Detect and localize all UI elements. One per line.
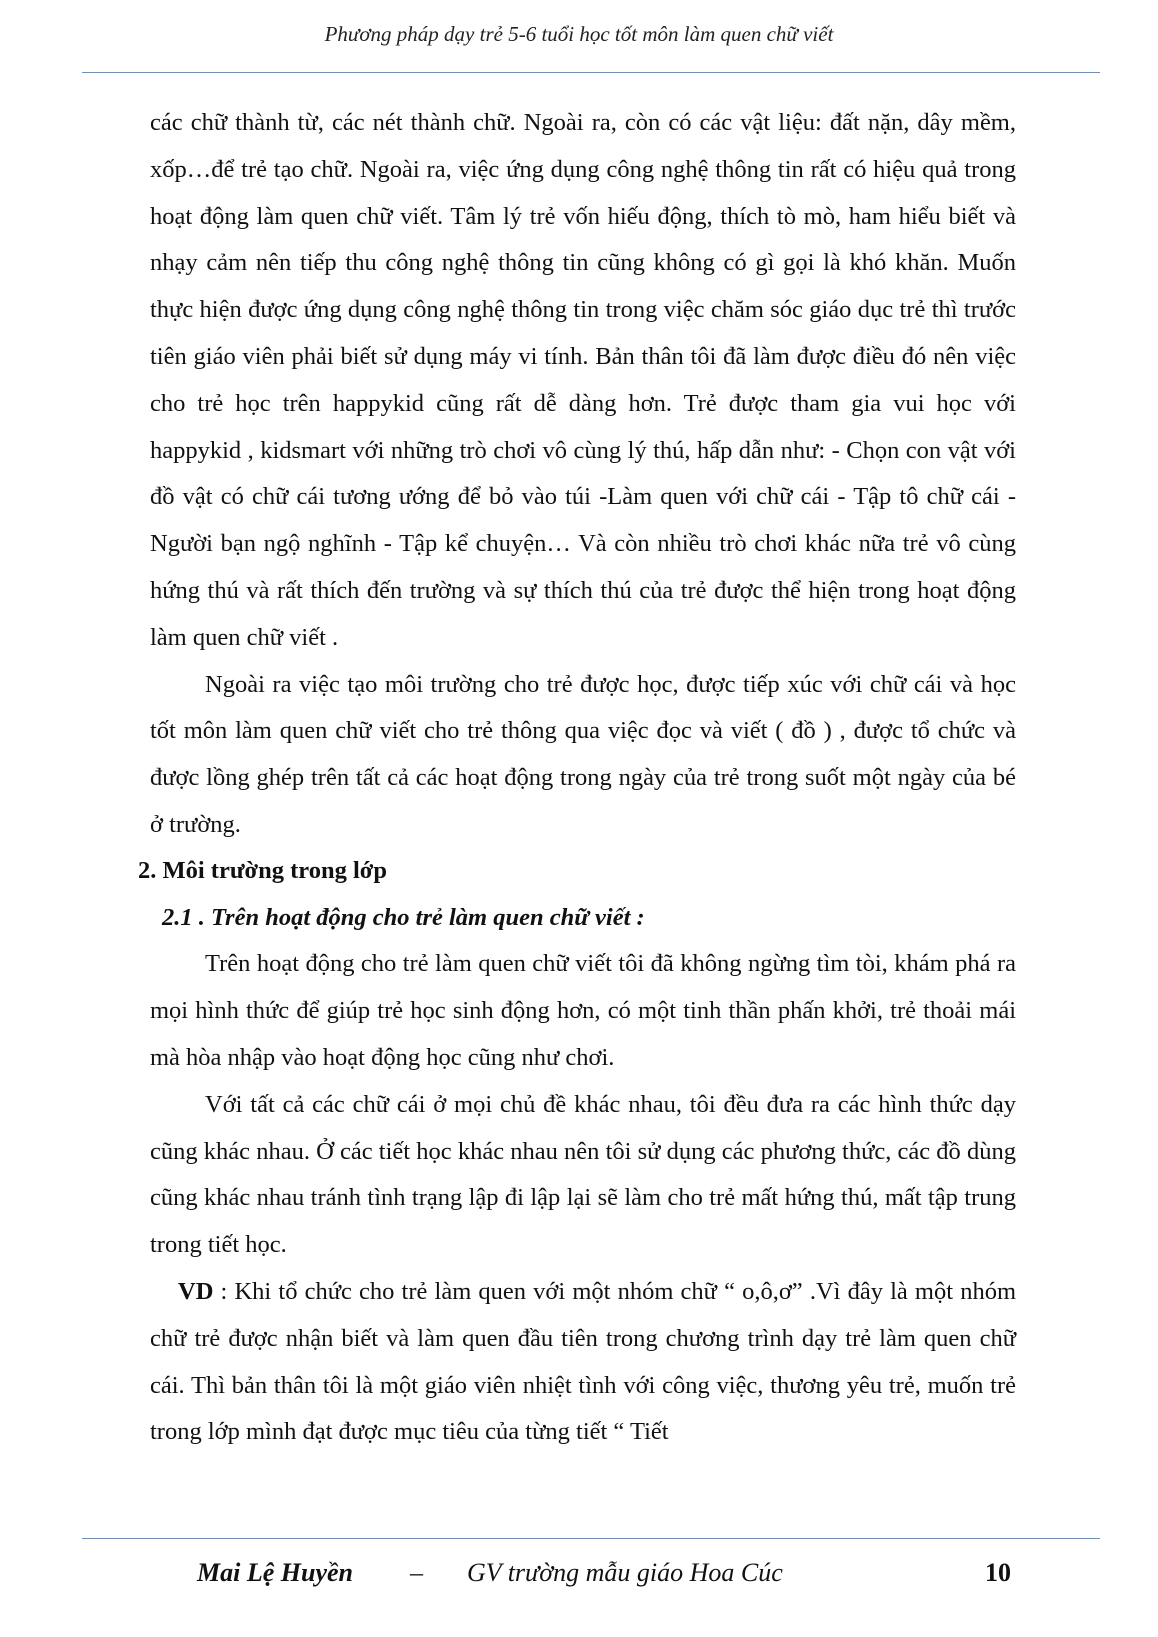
subsection-heading: 2.1 . Trên hoạt động cho trẻ làm quen chữ viết : <box>162 903 645 931</box>
page-number: 10 <box>985 1558 1011 1587</box>
paragraph-3: Trên hoạt động cho trẻ làm quen chữ viết tôi đã không ngừng tìm tòi, khám phá ra mọi hình thức để giúp trẻ học sinh động hơn, có một tinh thần phấn khởi, trẻ thoải mái mà hòa nhập vào hoạt động học cũng như chơi. <box>150 950 1016 1071</box>
header-rule <box>82 72 1100 73</box>
paragraph-1: các chữ thành từ, các nét thành chữ. Ngoài ra, còn có các vật liệu: đất nặn, dây mềm, xốp…để trẻ tạo chữ. Ngoài ra, việc ứng dụng công nghệ thông tin rất có hiệu quả trong hoạt động làm quen chữ viết. Tâm lý trẻ vốn hiếu động, thích tò mò, ham hiểu biết và nhạy cảm nên tiếp thu công nghệ thông tin cũng không có gì gọi là khó khăn. Muốn thực hiện được ứng dụng công nghệ thông tin trong việc chăm sóc giáo dục trẻ thì trước tiên giáo viên phải biết sử dụng máy vi tính. Bản thân tôi đã làm được điều đó nên việc cho trẻ học trên happykid cũng rất dễ dàng hơn. Trẻ được tham gia vui học với happykid , kidsmart với những trò chơi vô cùng lý thú, hấp dẫn như: - Chọn con vật với đồ vật có chữ cái tương ướng để bỏ vào túi -Làm quen với chữ cái - Tập tô chữ cái - Người bạn ngộ nghĩnh - Tập kể chuyện… Và còn nhiều trò chơi khác nữa trẻ vô cùng hứng thú và rất thích đến trường và sự thích thú của trẻ được thể hiện trong hoạt động làm quen chữ viết . <box>150 109 1016 651</box>
running-header: Phương pháp dạy trẻ 5-6 tuổi học tốt môn làm quen chữ viết <box>324 22 834 46</box>
footer-rule <box>82 1538 1100 1539</box>
paragraph-2: Ngoài ra việc tạo môi trường cho trẻ được học, được tiếp xúc với chữ cái và học tốt môn làm quen chữ viết cho trẻ thông qua việc đọc và viết ( đồ ) , được tổ chức và được lồng ghép trên tất cả các hoạt động trong ngày của trẻ trong suốt một ngày của bé ở trường. <box>150 670 1016 838</box>
footer-author: Mai Lệ Huyền <box>197 1558 353 1587</box>
page-body <box>138 100 1016 1456</box>
footer-school: GV trường mẫu giáo Hoa Cúc <box>467 1558 783 1587</box>
section-heading: 2. Môi trường trong lớp <box>138 856 387 884</box>
example-text: : Khi tổ chức cho trẻ làm quen với một nhóm chữ “ o,ô,ơ” .Vì đây là một nhóm chữ trẻ được nhận biết và làm quen đầu tiên trong chương trình dạy trẻ làm quen chữ cái. Thì bản thân tôi là một giáo viên nhiệt tình với công việc, thương yêu trẻ, muốn trẻ trong lớp mình đạt được mục tiêu của từng tiết “ Tiết <box>150 1277 1016 1446</box>
page-footer <box>0 1550 1158 1594</box>
footer-dash: – <box>410 1558 423 1587</box>
example-paragraph <box>150 1269 1016 1456</box>
example-label: VD <box>178 1277 214 1305</box>
paragraph-4: Với tất cả các chữ cái ở mọi chủ đề khác nhau, tôi đều đưa ra các hình thức dạy cũng khác nhau. Ở các tiết học khác nhau nên tôi sử dụng các phương thức, các đồ dùng cũng khác nhau tránh tình trạng lập đi lập lại sẽ làm cho trẻ mất hứng thú, mất tập trung trong tiết học. <box>150 1090 1016 1259</box>
